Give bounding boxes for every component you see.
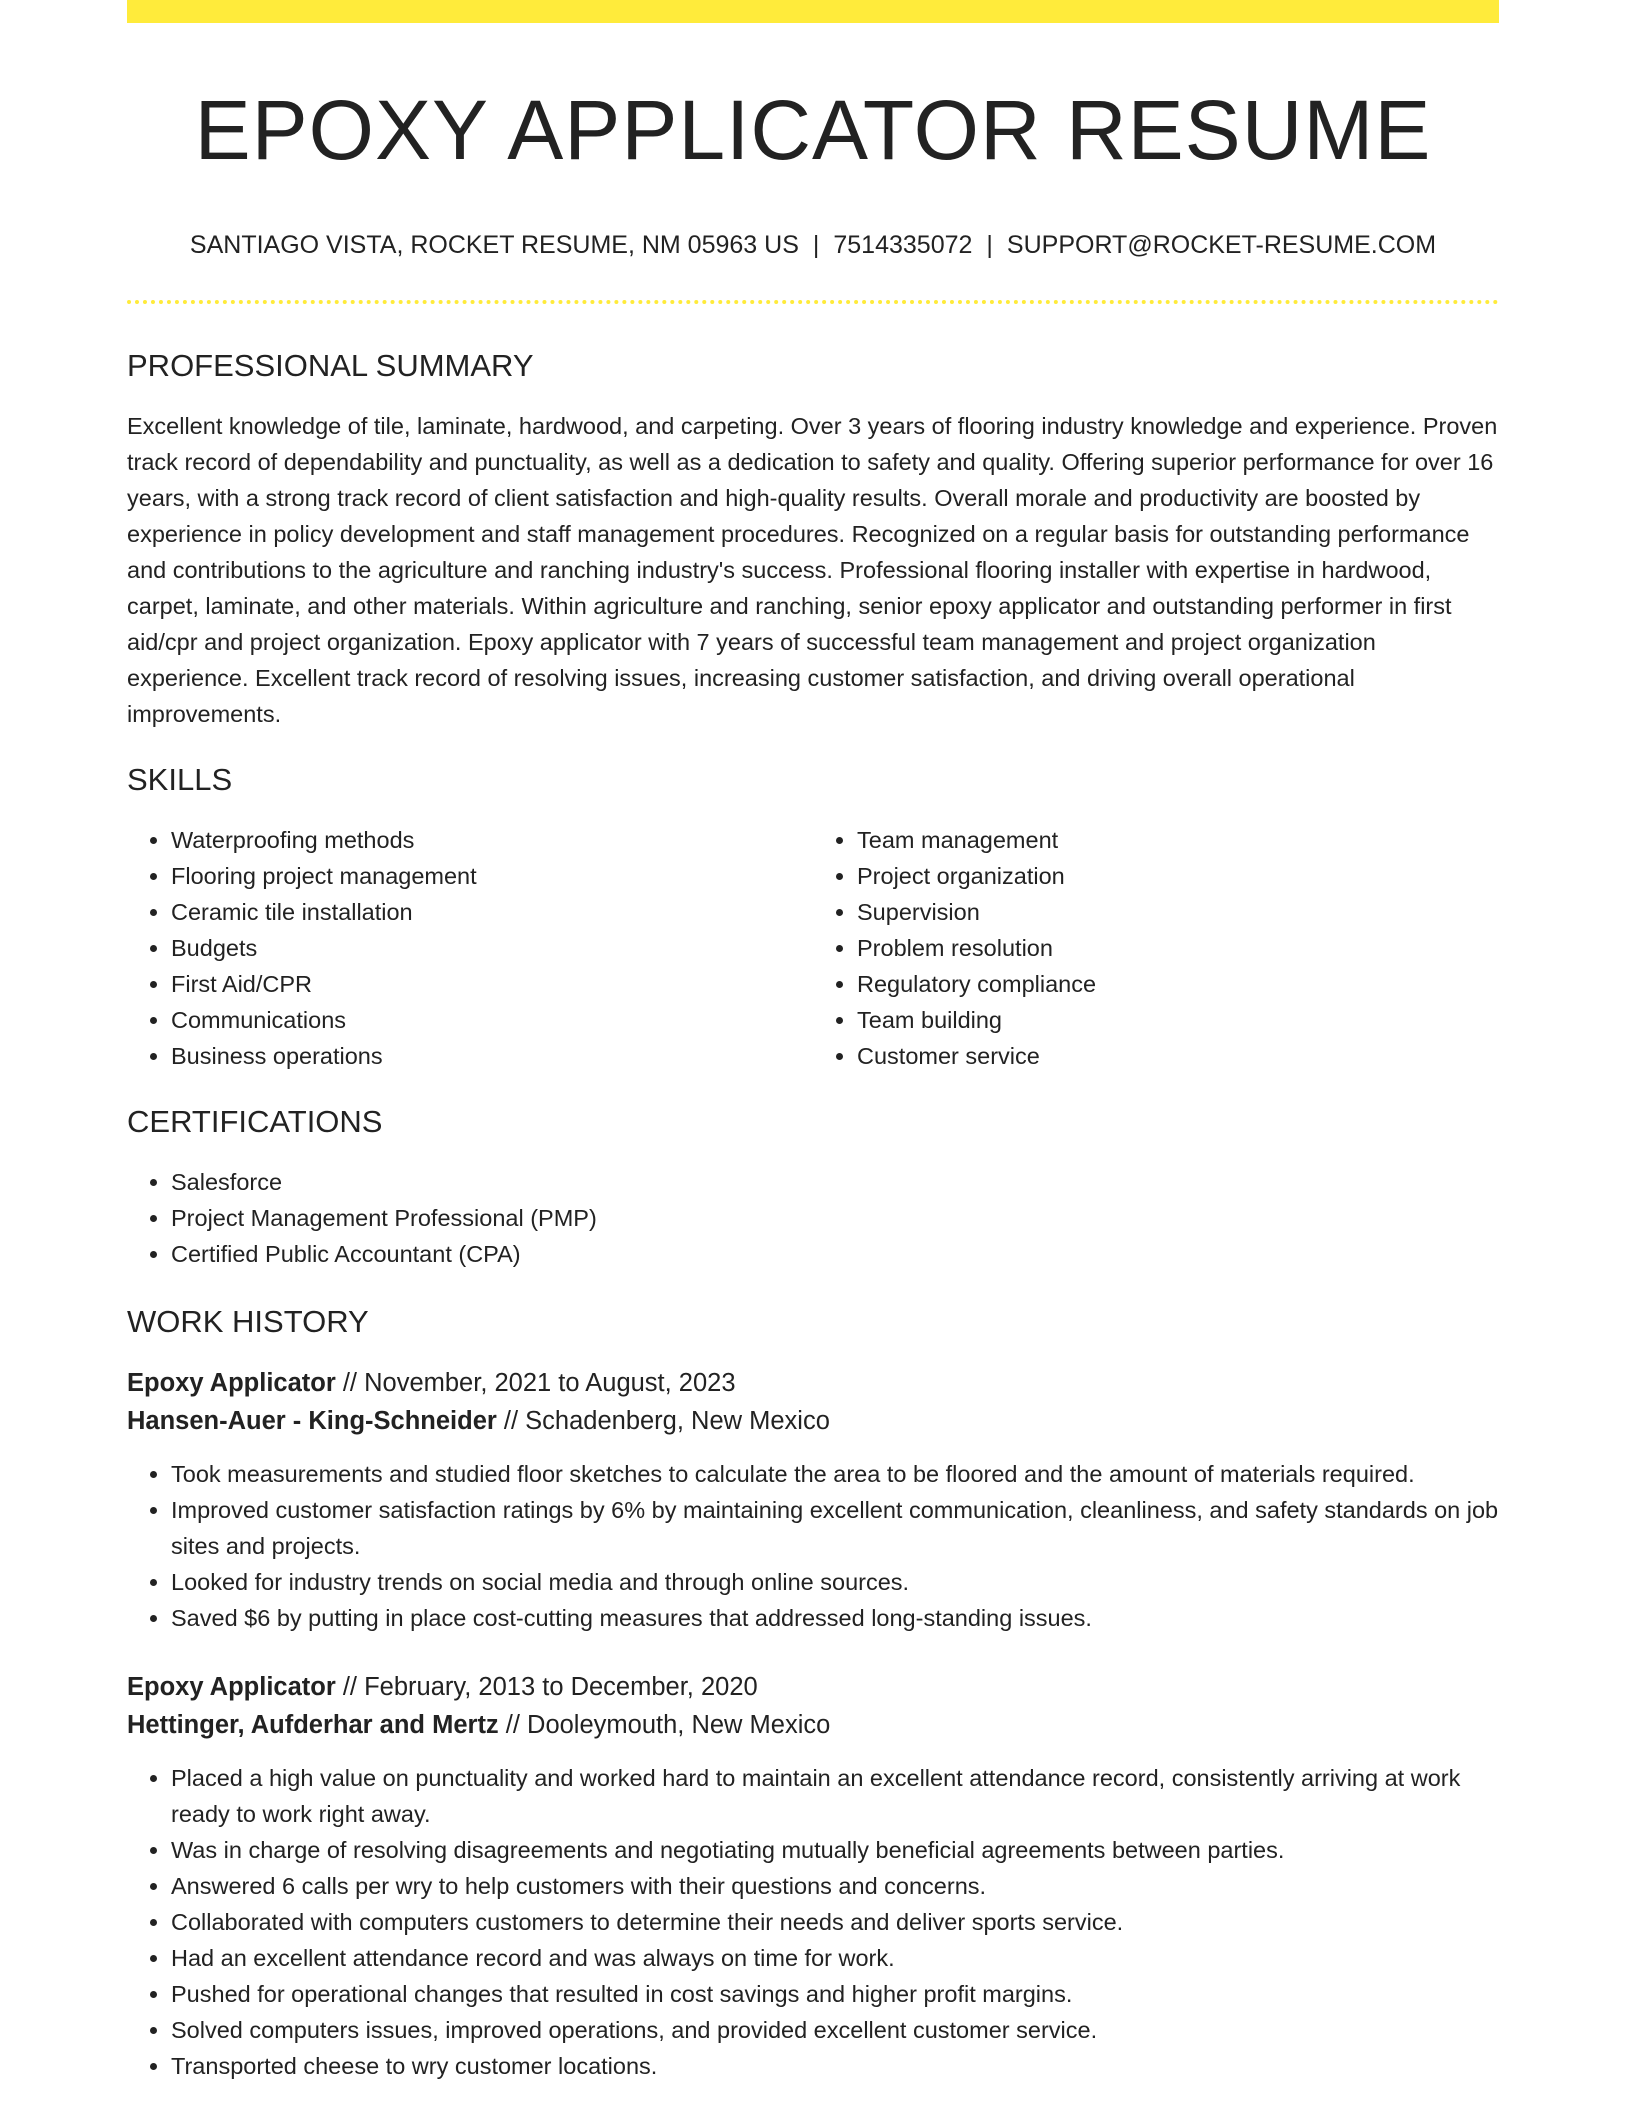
job-bullet: • Saved $6 by putting in place cost-cutting measures that addressed long-standing issues.	[171, 1600, 1499, 1636]
certification-item: • Project Management Professional (PMP)	[171, 1200, 1499, 1236]
skill-item: • Regulatory compliance	[857, 966, 1499, 1002]
skill-item: • First Aid/CPR	[171, 966, 813, 1002]
skills-columns	[127, 822, 1499, 1074]
job-location: // Dooleymouth, New Mexico	[498, 1711, 831, 1739]
skill-item: • Team management	[857, 822, 1499, 858]
job-role-line	[127, 1668, 1499, 1706]
skill-item: • Customer service	[857, 1038, 1499, 1074]
job-dates: // February, 2013 to December, 2020	[335, 1673, 758, 1701]
contact-email: SUPPORT@ROCKET-RESUME.COM	[1006, 231, 1437, 259]
skill-item: • Communications	[171, 1002, 813, 1038]
dotted-divider	[127, 300, 1499, 304]
contact-separator: |	[812, 231, 820, 259]
job-bullet: • Took measurements and studied floor sketches to calculate the area to be floored and the amount of materials required.	[171, 1456, 1499, 1492]
skill-item: • Ceramic tile installation	[171, 894, 813, 930]
skill-item: • Team building	[857, 1002, 1499, 1038]
job-bullet: • Pushed for operational changes that resulted in cost savings and higher profit margins.	[171, 1976, 1499, 2012]
summary-text: Excellent knowledge of tile, laminate, hardwood, and carpeting. Over 3 years of flooring industry knowledge and experience. Proven track record of dependability and punctuality, as well as a dedication to safety and quality. Offering superior performance for over 16 years, with a strong track record of client satisfaction and high-quality results. Overall morale and productivity are boosted by experience in policy development and staff management procedures. Recognized on a regular basis for outstanding performance and contributions to the agriculture and ranching industry's success. Professional flooring installer with expertise in hardwood, carpet, laminate, and other materials. Within agriculture and ranching, senior epoxy applicator and outstanding performer in first aid/cpr and project organization. Epoxy applicator with 7 years of successful team management and project organization experience. Excellent track record of resolving issues, increasing customer satisfaction, and driving overall operational improvements.	[127, 413, 1498, 727]
contact-address: SANTIAGO VISTA, ROCKET RESUME, NM 05963 US	[189, 231, 799, 259]
contact-separator: |	[986, 231, 993, 259]
job-role: Epoxy Applicator	[127, 1369, 336, 1397]
job-bullet: • Transported cheese to wry customer locations.	[171, 2048, 1499, 2084]
certification-item: • Salesforce	[171, 1164, 1499, 1200]
job-company-line	[127, 1706, 1499, 1744]
summary-heading: PROFESSIONAL SUMMARY	[127, 348, 534, 383]
skill-item: • Business operations	[171, 1038, 813, 1074]
skill-item: • Supervision	[857, 894, 1499, 930]
job-bullet: • Improved customer satisfaction ratings by 6% by maintaining excellent communication, cleanliness, and safety standards on job sites and projects.	[171, 1492, 1499, 1564]
job-bullet: • Was in charge of resolving disagreements and negotiating mutually beneficial agreements between parties.	[171, 1832, 1499, 1868]
certifications-list	[127, 1164, 1499, 1272]
job-company: Hansen-Auer - King-Schneider	[127, 1407, 497, 1435]
job-bullet: • Solved computers issues, improved operations, and provided excellent customer service.	[171, 2012, 1499, 2048]
certification-item: • Certified Public Accountant (CPA)	[171, 1236, 1499, 1272]
job-bullet: • Answered 6 calls per wry to help customers with their questions and concerns.	[171, 1868, 1499, 1904]
skill-item: • Flooring project management	[171, 858, 813, 894]
job-bullet-list	[127, 1456, 1499, 1636]
job-bullet-list	[127, 1760, 1499, 2084]
skill-item: • Project organization	[857, 858, 1499, 894]
resume-content	[127, 0, 1499, 2084]
skill-item: • Budgets	[171, 930, 813, 966]
resume-title: EPOXY APPLICATOR RESUME	[194, 83, 1432, 177]
contact-phone: 7514335072	[833, 231, 973, 259]
job-dates: // November, 2021 to August, 2023	[335, 1369, 736, 1397]
job-bullet: • Had an excellent attendance record and was always on time for work.	[171, 1940, 1499, 1976]
job-bullet: • Placed a high value on punctuality and worked hard to maintain an excellent attendance record, consistently arriving at work ready to work right away.	[171, 1760, 1499, 1832]
skills-right-list	[813, 822, 1499, 1074]
job-role: Epoxy Applicator	[127, 1673, 336, 1701]
skills-heading: SKILLS	[127, 762, 233, 797]
skill-item: • Waterproofing methods	[171, 822, 813, 858]
job-entry	[127, 1364, 1499, 1636]
work-history-heading: WORK HISTORY	[127, 1304, 369, 1339]
skill-item: • Problem resolution	[857, 930, 1499, 966]
skills-left-list	[127, 822, 813, 1074]
certifications-heading: CERTIFICATIONS	[127, 1104, 383, 1139]
job-entry	[127, 1668, 1499, 2084]
job-company-line	[127, 1402, 1499, 1440]
job-company: Hettinger, Aufderhar and Mertz	[127, 1711, 499, 1739]
job-bullet: • Looked for industry trends on social media and through online sources.	[171, 1564, 1499, 1600]
contact-line	[127, 230, 1499, 260]
job-bullet: • Collaborated with computers customers to determine their needs and deliver sports service.	[171, 1904, 1499, 1940]
job-location: // Schadenberg, New Mexico	[496, 1407, 830, 1435]
job-role-line	[127, 1364, 1499, 1402]
